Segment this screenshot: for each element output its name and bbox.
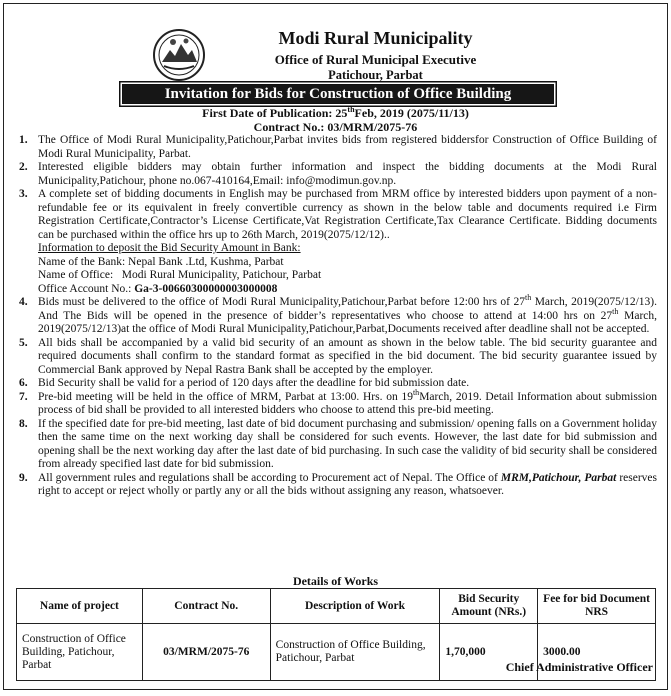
org-name: Modi Rural Municipality	[278, 28, 473, 48]
col-header: Fee for bid Document NRS	[538, 589, 656, 624]
clause-6: 6. Bid Security shall be valid for a period of 120 days after the deadline for bid submission date.	[19, 377, 470, 389]
clause-3: 3. A complete set of bidding documents in English may be purchased from MRM office by interested bidders upon payment of a non-refundable fee or its equivalent in freely convertible currency as shown in the below table and documents required i.e Firm Registration Certificate,Contractor’s License Certificate,Vat Registration Certificate,Tax Clearance Certificate. Bidding documents can be purchased within the office hrs up to 26th March, 2019(2075/12/12)..	[19, 188, 657, 241]
col-header: Contract No.	[142, 589, 270, 624]
clause-4: 4. Bids must be delivered to the office of Modi Rural Municipality,Patichour,Parbat before 12:00 hrs of 27th March, 2019(2075/12/13). And The Bids will be opened in the presence of bidder’s representatives who choose to attend at 14:00 hrs on 27th March, 2019(2075/12/13)at the office of Modi Rural Municipality,Patichour,Parbat,Documents received after deadline shall not be accepted.	[19, 293, 657, 335]
table-cell: 03/MRM/2075-76	[142, 624, 270, 681]
signature: Chief Administrative Officer	[505, 660, 653, 674]
clause-7: 7. Pre-bid meeting will be held in the office of MRM, Parbat at 13:00. Hrs. on 19thMarch, 2019. Detail Information about submission process of bid shall be provided to all interested bidders who choose to attend this pre-bid meeting.	[19, 387, 657, 416]
notice-page	[3, 3, 668, 690]
bank-office: Name of Office: Modi Rural Municipality, Patichour, Parbat	[38, 269, 322, 281]
table-cell: 1,70,000	[440, 624, 538, 681]
col-header: Bid Security Amount (NRs.)	[440, 589, 538, 624]
bank-name: Name of the Bank: Nepal Bank .Ltd, Kushma, Parbat	[38, 255, 284, 268]
clause-9: 9. All government rules and regulations shall be according to Procurement act of Nepal. The Office of MRM,Patichour, Parbat reserves right to accept or reject wholly or partly any or all the bids without assigning any reason, whatsoever.	[19, 471, 657, 497]
publication-date: First Date of Publication: 25thFeb, 2019 (2075/11/13)	[202, 105, 469, 120]
location: Patichour, Parbat	[328, 68, 423, 82]
table-header-row	[17, 589, 656, 624]
table-cell: Construction of Office Building, Patichour, Parbat	[270, 624, 440, 681]
clause-1: 1. The Office of Modi Rural Municipality,Patichour,Parbat invites bids from registered biddersfor Construction of Office Building of Modi Rural Municipality, Parbat.	[19, 134, 657, 160]
bank-heading: Information to deposit the Bid Security Amount in Bank:	[38, 242, 301, 254]
notice-body	[16, 134, 657, 499]
table-cell: 3000.00	[538, 624, 656, 681]
clause-8: 8. If the specified date for pre-bid meeting, last date of bid document purchasing and submission/ opening falls on a Government holiday then the same time on the next working day shall be considered for such events. However, the last date for bid submission and opening shall be the next working day after the last date of bid purchasing. In such case the validity of bid security shall be considered from already specified last date for bid submission.	[19, 417, 657, 470]
col-header: Description of Work	[270, 589, 440, 624]
details-caption: Details of Works	[292, 574, 379, 588]
table-cell: Construction of Office Building, Patichour, Parbat	[17, 624, 143, 681]
bank-account: Office Account No.: Ga-3-00660300000003000008	[38, 282, 278, 295]
bank-info	[16, 242, 657, 296]
office-name: Office of Rural Municipal Executive	[274, 52, 477, 67]
clause-5: 5. All bids shall be accompanied by a valid bid security of an amount as shown in the below table. The bid security guarantee and required documents shall confirm to the standard format as specified in the bid document. The bid security guarantee issued by Commercial Bank approved by Nepal Rastra Bank shall be accepted by the employer.	[19, 336, 657, 376]
col-header: Name of project	[17, 589, 143, 624]
notice-title: Invitation for Bids for Construction of Office Building	[122, 84, 554, 104]
clause-2: 2. Interested eligible bidders may obtain further information and inspect the bidding documents at the Modi Rural Municipality,Patichour, phone no.067-410164,Email: info@modimun.gov.np.	[19, 161, 657, 187]
contract-number: Contract No.: 03/MRM/2075-76	[253, 120, 418, 134]
